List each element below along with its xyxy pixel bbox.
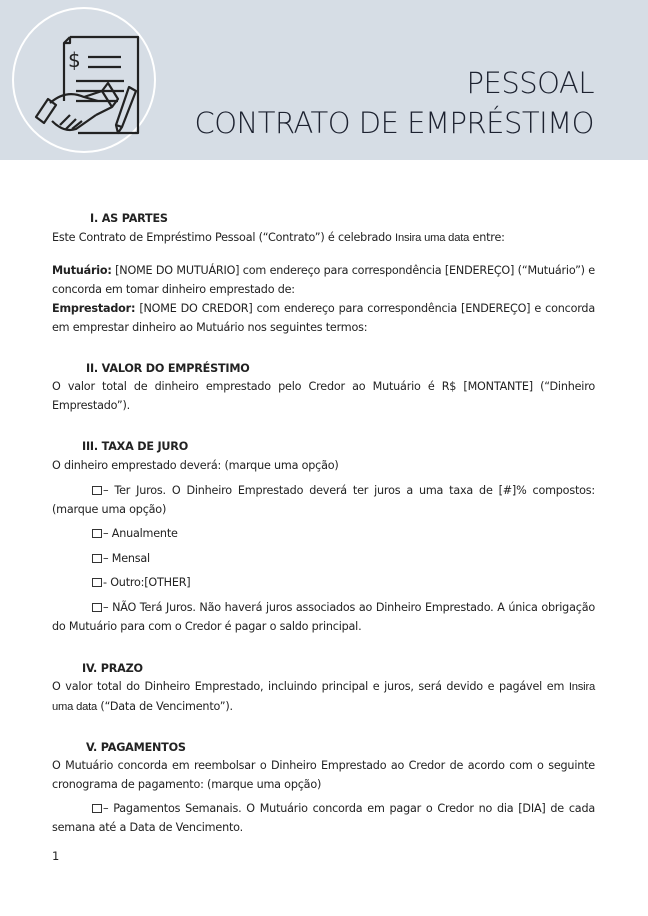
checkbox[interactable] bbox=[92, 554, 102, 563]
borrower-paragraph bbox=[52, 261, 595, 299]
section-heading-term: IV. PRAZO bbox=[82, 662, 143, 675]
loan-contract-handshake-icon bbox=[26, 29, 146, 139]
section-heading-parties: I. AS PARTES bbox=[90, 212, 168, 225]
logo-circle bbox=[12, 7, 156, 153]
payments-paragraph: O Mutuário concorda em reembolsar o Dinheiro Emprestado ao Credor de acordo com o seguinte cronograma de pagamento: (marque uma opção) bbox=[52, 759, 595, 791]
section-heading-payments: V. PAGAMENTOS bbox=[86, 741, 186, 754]
option-text: – Pagamentos Semanais. O Mutuário concorda em pagar o Credor no dia [DIA] de cada semana até a Data de Vencimento. bbox=[52, 802, 595, 834]
checkbox[interactable] bbox=[92, 804, 102, 813]
due-date-field[interactable]: Insira uma data bbox=[52, 681, 595, 713]
lender-label: Emprestador: bbox=[52, 302, 136, 315]
header-banner bbox=[0, 0, 648, 160]
section-heading-loan-amount: II. VALOR DO EMPRÉSTIMO bbox=[86, 362, 250, 375]
section-heading-interest: III. TAXA DE JURO bbox=[82, 440, 189, 453]
intro-text-end: entre: bbox=[469, 231, 505, 244]
term-text: O valor total do Dinheiro Emprestado, incluindo principal e juros, será devido e pagável em bbox=[52, 680, 569, 693]
intro-text: Este Contrato de Empréstimo Pessoal (“Contrato”) é celebrado bbox=[52, 231, 396, 244]
loan-amount-paragraph: O valor total de dinheiro emprestado pelo Credor ao Mutuário é R$ [MONTANTE] (“Dinheiro Emprestado”). bbox=[52, 380, 595, 412]
option-weekly-payments bbox=[52, 799, 595, 837]
document-title-line2: CONTRATO DE EMPRÉSTIMO bbox=[194, 106, 594, 140]
option-text: - Outro:[OTHER] bbox=[103, 576, 191, 589]
checkbox[interactable] bbox=[92, 603, 102, 612]
option-other bbox=[52, 573, 595, 592]
option-text: – NÃO Terá Juros. Não haverá juros associados ao Dinheiro Emprestado. A única obrigação do Mutuário para com o Credor é pagar o saldo principal. bbox=[52, 601, 595, 633]
option-no-interest bbox=[52, 598, 595, 636]
interest-intro: O dinheiro emprestado deverá: (marque uma opção) bbox=[52, 459, 339, 472]
borrower-label: Mutuário: bbox=[52, 264, 112, 277]
checkbox[interactable] bbox=[92, 486, 102, 495]
lender-paragraph bbox=[52, 299, 595, 337]
intro-paragraph bbox=[52, 228, 595, 248]
option-monthly bbox=[52, 549, 595, 568]
option-text: – Anualmente bbox=[103, 527, 178, 540]
term-text-end: (“Data de Vencimento”). bbox=[97, 700, 233, 713]
page-number: 1 bbox=[52, 849, 60, 863]
lender-text: [NOME DO CREDOR] com endereço para correspondência [ENDEREÇO] e concorda em emprestar dinheiro ao Mutuário nos seguintes termos: bbox=[52, 302, 595, 334]
option-text: – Ter Juros. O Dinheiro Emprestado deverá ter juros a uma taxa de [#]% compostos: (marque uma opção) bbox=[52, 484, 595, 516]
svg-text:$: $ bbox=[68, 48, 81, 72]
option-text: – Mensal bbox=[103, 552, 150, 565]
date-field[interactable]: Insira uma data bbox=[395, 232, 470, 244]
checkbox[interactable] bbox=[92, 578, 102, 587]
option-annually bbox=[52, 524, 595, 543]
document-title-line1: PESSOAL bbox=[466, 66, 594, 100]
option-with-interest bbox=[52, 481, 595, 519]
checkbox[interactable] bbox=[92, 529, 102, 538]
term-paragraph bbox=[52, 677, 595, 717]
borrower-text: [NOME DO MUTUÁRIO] com endereço para correspondência [ENDEREÇO] (“Mutuário”) e concorda em tomar dinheiro emprestado de: bbox=[52, 264, 595, 296]
